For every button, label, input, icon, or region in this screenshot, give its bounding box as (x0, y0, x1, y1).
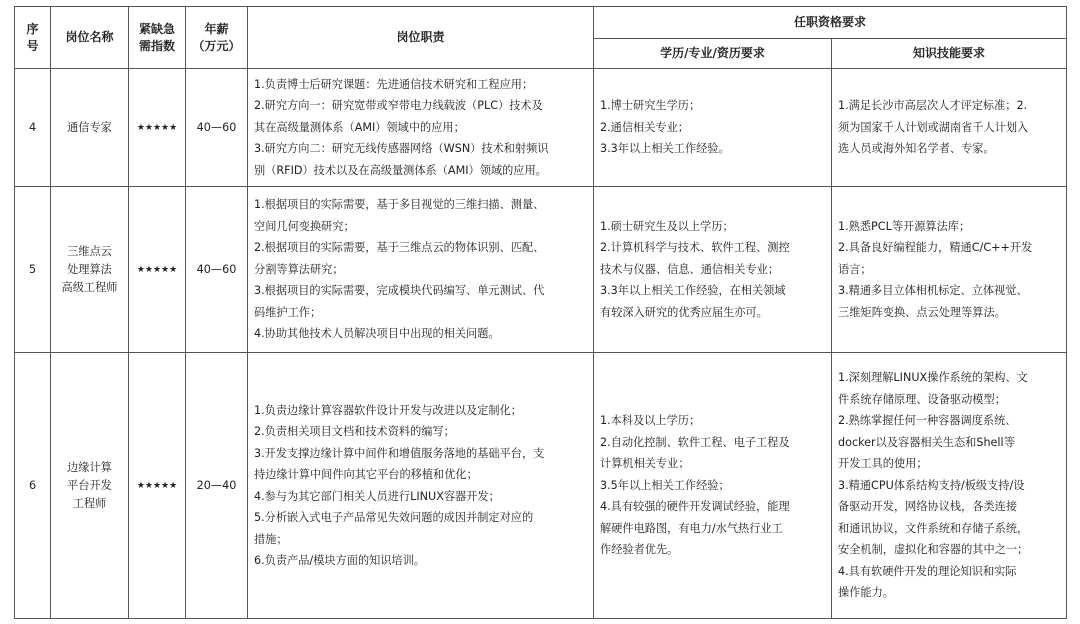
row-education-line: 3.5年以上相关工作经验； (600, 478, 730, 492)
row-duties-line: 措施； (254, 532, 288, 546)
row-seq: 6 (15, 353, 51, 619)
row-skills-line: 选人员或海外知名学者、专家。 (838, 142, 995, 156)
row-duties-line: 6.负责产品/模块方面的知识培训。 (254, 554, 426, 567)
row-title: 三维点云 处理算法 高级工程师 (51, 187, 129, 353)
header-title: 岗位名称 (51, 7, 129, 69)
row-skills-line: 1.深刻理解LINUX操作系统的架构、文 (838, 371, 1028, 385)
row-skills-line: 安全机制，虚拟化和容器的其中之一； (838, 543, 1029, 557)
row-duties-line: 1.负责边缘计算容器软件设计开发与改进以及定制化； (254, 403, 522, 417)
row-duties-line: 其在高级量测体系（AMI）领域中的应用； (254, 120, 465, 134)
row-skills-line: 3.精通多目立体相机标定、立体视觉、 (838, 284, 1028, 298)
row-duties-line: 2.根据项目的实际需要，基于三维点云的物体识别、匹配、 (254, 241, 545, 255)
row-education (594, 69, 832, 187)
row-skills-line: 2.具备良好编程能力，精通C/C++开发 (838, 241, 1033, 255)
row-duties-line: 持边缘计算中间件向其它平台的移植和优化； (254, 468, 478, 481)
row-duties-line: 1.根据项目的实际需要，基于多目视觉的三维扫描、测量、 (254, 198, 545, 212)
row-duties (248, 187, 594, 353)
row-education-line: 1.硕士研究生及以上学历； (600, 219, 734, 233)
row-skills-line: 备驱动开发，网络协议栈，各类连接 (838, 500, 1018, 514)
row-duties-line: 5.分析嵌入式电子产品常见失效问题的成因并制定对应的 (254, 511, 534, 524)
row-seq: 4 (15, 69, 51, 187)
row-title: 边缘计算 平台开发 工程师 (51, 353, 129, 619)
row-duties-line: 3.根据项目的实际需要，完成模块代码编写、单元测试、代 (254, 284, 545, 298)
row-education-line: 技术与仪器、信息、通信相关专业； (600, 262, 780, 276)
row-skills-line: 2.熟练掌握任何一种容器调度系统、 (838, 414, 1017, 428)
row-duties-line: 空间几何变换研究； (254, 219, 355, 233)
row-education-line: 2.通信相关专业； (600, 120, 689, 134)
row-duties-line: 3.开发支撑边缘计算中间件和增值服务落地的基础平台，支 (254, 446, 545, 460)
row-skills (832, 353, 1067, 619)
row-duties-line: 4.协助其他技术人员解决项目中出现的相关问题。 (254, 327, 500, 341)
row-salary: 40—60 (186, 187, 248, 353)
row-urgency-stars: ★★★★★ (129, 353, 186, 619)
row-skills-line: 语言； (838, 262, 872, 276)
row-duties-line: 码维护工作； (254, 305, 322, 319)
row-skills-line: 开发工具的使用； (838, 457, 928, 471)
table-row (15, 353, 1067, 619)
row-salary: 40—60 (186, 69, 248, 187)
row-duties (248, 353, 594, 619)
header-education: 学历/专业/资历要求 (594, 39, 832, 69)
row-duties-line: 3.研究方向二：研究无线传感器网络（WSN）技术和射频识 (254, 142, 549, 156)
row-education-line: 1.博士研究生学历； (600, 99, 701, 113)
row-skills-line: 和通讯协议，文件系统和存储子系统， (838, 521, 1029, 535)
row-duties (248, 69, 594, 187)
row-duties-line: 2.研究方向一：研究宽带或窄带电力线载波（PLC）技术及 (254, 99, 543, 113)
row-seq: 5 (15, 187, 51, 353)
row-skills-line: 3.精通CPU体系结构支持/板级支持/设 (838, 478, 1025, 492)
row-skills-line: 1.满足长沙市高层次人才评定标准；2. (838, 99, 1028, 113)
row-skills (832, 69, 1067, 187)
row-education-line: 3.3年以上相关工作经验。 (600, 142, 730, 156)
row-skills-line: 须为国家千人计划或湖南省千人计划入 (838, 120, 1029, 134)
row-education-line: 4.具有较强的硬件开发调试经验，能理 (600, 500, 790, 514)
row-skills-line: 件系统存储原理、设备驱动模型； (838, 392, 1006, 406)
row-education-line: 2.自动化控制、软件工程、电子工程及 (600, 435, 790, 449)
header-skills: 知识技能要求 (832, 39, 1067, 69)
row-skills-line: 1.熟悉PCL等开源算法库； (838, 219, 971, 233)
row-education-line: 3.3年以上相关工作经验，在相关领域 (600, 284, 786, 298)
row-urgency-stars: ★★★★★ (129, 187, 186, 353)
row-skills-line: docker以及容器相关生态和Shell等 (838, 435, 1015, 449)
row-duties-line: 别（RFID）技术以及在高级量测体系（AMI）领域的应用。 (254, 163, 547, 177)
row-education-line: 2.计算机科学与技术、软件工程、测控 (600, 241, 790, 255)
row-urgency-stars: ★★★★★ (129, 69, 186, 187)
row-education-line: 解硬件电路图，有电力/水气热行业工 (600, 521, 783, 535)
header-duties: 岗位职责 (248, 7, 594, 69)
row-duties-line: 4.参与为其它部门相关人员进行LINUX容器开发； (254, 489, 500, 503)
row-education-line: 作经验者优先。 (600, 543, 679, 557)
header-urgency: 紧缺急 需指数 (129, 7, 186, 69)
row-salary: 20—40 (186, 353, 248, 619)
row-skills-line: 4.具有软硬件开发的理论知识和实际 (838, 564, 1017, 578)
row-duties-line: 分割等算法研究； (254, 262, 344, 276)
row-education-line: 计算机相关专业； (600, 457, 690, 471)
row-education (594, 353, 832, 619)
header-qualifications: 任职资格要求 (594, 7, 1067, 39)
row-title: 通信专家 (51, 69, 129, 187)
table-row (15, 187, 1067, 353)
row-education-line: 1.本科及以上学历； (600, 414, 701, 428)
header-salary: 年薪 （万元） (186, 7, 248, 69)
row-skills-line: 操作能力。 (838, 586, 894, 600)
job-table (14, 6, 1067, 619)
row-education-line: 有较深入研究的优秀应届生亦可。 (600, 305, 768, 319)
row-skills (832, 187, 1067, 353)
row-duties-line: 2.负责相关项目文档和技术资料的编写； (254, 425, 455, 438)
header-seq: 序 号 (15, 7, 51, 69)
row-skills-line: 三维矩阵变换、点云处理等算法。 (838, 305, 1006, 319)
table-row (15, 69, 1067, 187)
row-education (594, 187, 832, 353)
row-duties-line: 1.负责博士后研究课题：先进通信技术研究和工程应用； (254, 77, 534, 91)
